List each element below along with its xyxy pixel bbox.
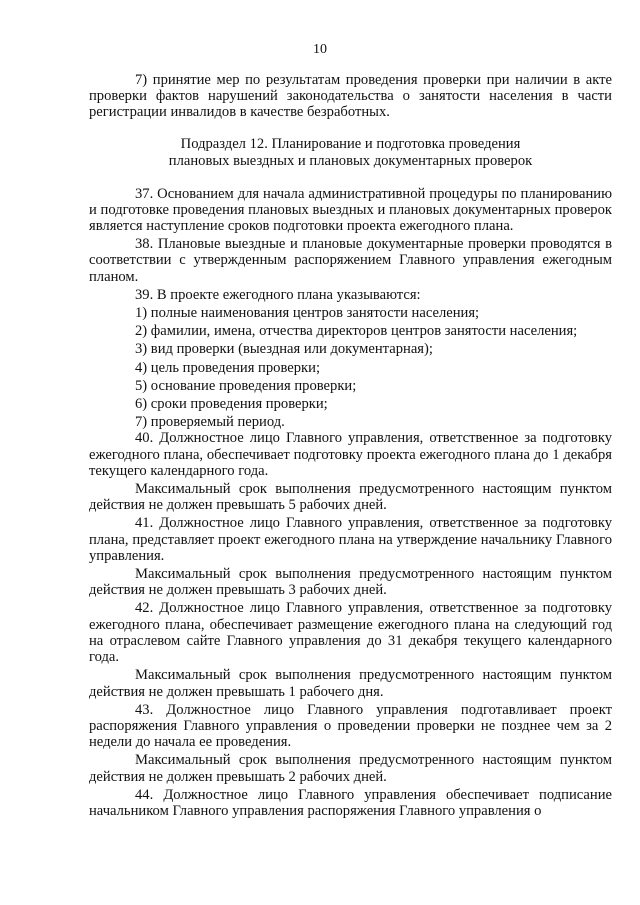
document-body [89, 72, 612, 819]
heading-line-2: плановых выездных и плановых документарных проверок [168, 152, 533, 169]
paragraph-39: 39. В проекте ежегодного плана указываются: [135, 286, 421, 303]
subsection-heading [89, 136, 612, 170]
paragraph-37: 37. Основанием для начала административной процедуры по планированию и подготовке проведения плановых выездных и плановых документарных проверок является наступление сроков подготовки проекта ежегодного плана. [89, 185, 612, 235]
list-item: 2) фамилии, имена, отчества директоров центров занятости населения; [135, 323, 578, 340]
list-item: 6) сроки проведения проверки; [135, 396, 328, 413]
paragraph-42: 42. Должностное лицо Главного управления, ответственное за подготовку ежегодного плана, обеспечивает размещение ежегодного плана на следующий год на отраслевом сайте Главного управления до 31 декабря текущего календарного года. [89, 600, 612, 666]
paragraph-41: 41. Должностное лицо Главного управления, ответственное за подготовку плана, представляет проект ежегодного плана на утверждение начальнику Главного управления. [89, 515, 612, 564]
paragraph-42-term: Максимальный срок выполнения предусмотренного настоящим пунктом действия не должен превышать 1 рабочего дня. [89, 667, 612, 700]
paragraph-40: 40. Должностное лицо Главного управления, ответственное за подготовку ежегодного плана, обеспечивает подготовку проекта ежегодного плана до 1 декабря текущего календарного года. [89, 430, 612, 479]
list-item: 7) проверяемый период. [135, 414, 285, 431]
paragraph-43-term: Максимальный срок выполнения предусмотренного настоящим пунктом действия не должен превышать 2 рабочих дней. [89, 752, 612, 785]
list-item: 3) вид проверки (выездная или документарная); [135, 341, 433, 358]
paragraph-38: 38. Плановые выездные и плановые документарные проверки проводятся в соответствии с утвержденным распоряжением Главного управления ежегодным планом. [89, 236, 612, 285]
heading-line-1: Подраздел 12. Планирование и подготовка проведения [180, 135, 521, 152]
intro-item-7: 7) принятие мер по результатам проведения проверки при наличии в акте проверки фактов нарушений законодательства о занятости населения в части регистрации инвалидов в качестве безработных. [89, 72, 612, 121]
paragraph-44: 44. Должностное лицо Главного управления обеспечивает подписание начальником Главного управления распоряжения Главного управления о [89, 786, 612, 819]
list-item: 5) основание проведения проверки; [135, 377, 357, 394]
paragraph-43: 43. Должностное лицо Главного управления подготавливает проект распоряжения Главного управления о проведении проверки не позднее чем за 2 недели до начала ее проведения. [89, 701, 612, 751]
list-item: 1) полные наименования центров занятости населения; [135, 305, 480, 322]
paragraph-40-term: Максимальный срок выполнения предусмотренного настоящим пунктом действия не должен превышать 5 рабочих дней. [89, 481, 612, 514]
list-item: 4) цель проведения проверки; [135, 359, 320, 376]
paragraph-41-term: Максимальный срок выполнения предусмотренного настоящим пунктом действия не должен превышать 3 рабочих дней. [89, 566, 612, 599]
page-number: 10 [313, 42, 327, 57]
